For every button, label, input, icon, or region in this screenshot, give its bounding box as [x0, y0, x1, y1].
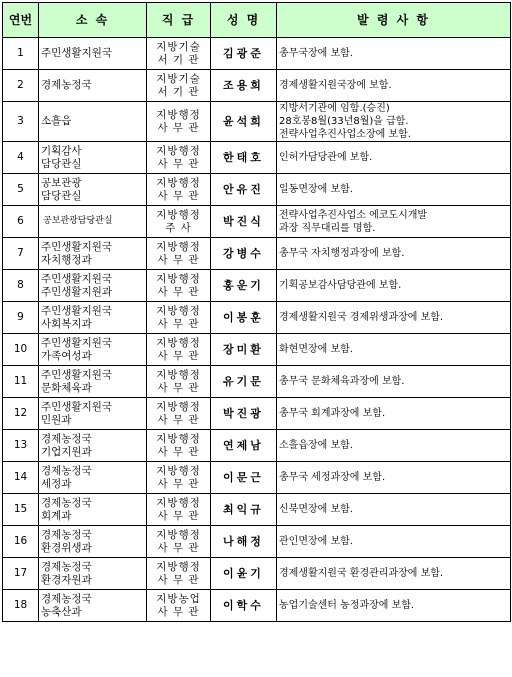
row-number: 11 — [3, 366, 39, 398]
table-header-row — [3, 3, 511, 38]
row-rank: 지방행정 사 무 관 — [147, 398, 211, 430]
row-department: 주민생활지원국 사회복지과 — [39, 302, 147, 334]
row-name: 이학수 — [211, 590, 277, 622]
row-department: 경제농정국 회계과 — [39, 494, 147, 526]
table-row — [3, 398, 511, 430]
row-name: 한태호 — [211, 142, 277, 174]
row-number: 14 — [3, 462, 39, 494]
row-department: 경제농정국 기업지원과 — [39, 430, 147, 462]
row-order: 소흘읍장에 보함. — [277, 430, 511, 462]
row-department: 경제농정국 — [39, 70, 147, 102]
row-rank: 지방기술 서 기 관 — [147, 38, 211, 70]
row-name: 홍운기 — [211, 270, 277, 302]
row-number: 9 — [3, 302, 39, 334]
row-department: 기획감사 담당관실 — [39, 142, 147, 174]
row-name: 박진식 — [211, 206, 277, 238]
row-number: 13 — [3, 430, 39, 462]
row-name: 이봉훈 — [211, 302, 277, 334]
row-rank: 지방행정 사 무 관 — [147, 102, 211, 142]
table-row — [3, 174, 511, 206]
personnel-appointment-table — [2, 2, 511, 622]
row-department: 주민생활지원국 민원과 — [39, 398, 147, 430]
row-name: 안유진 — [211, 174, 277, 206]
table-row — [3, 38, 511, 70]
row-rank: 지방행정 사 무 관 — [147, 558, 211, 590]
row-order: 총무국 회계과장에 보함. — [277, 398, 511, 430]
row-name: 윤석희 — [211, 102, 277, 142]
row-rank: 지방농업 사 무 관 — [147, 590, 211, 622]
header-name: 성 명 — [211, 3, 277, 38]
row-order: 경제생활지원국장에 보함. — [277, 70, 511, 102]
row-department: 경제농정국 환경자원과 — [39, 558, 147, 590]
row-order: 농업기술센터 농정과장에 보함. — [277, 590, 511, 622]
table-row — [3, 366, 511, 398]
row-number: 7 — [3, 238, 39, 270]
header-order: 발 령 사 항 — [277, 3, 511, 38]
table-row — [3, 334, 511, 366]
row-name: 이윤기 — [211, 558, 277, 590]
row-number: 4 — [3, 142, 39, 174]
row-name: 조용희 — [211, 70, 277, 102]
row-number: 10 — [3, 334, 39, 366]
row-number: 12 — [3, 398, 39, 430]
row-department: 주민생활지원국 주민생활지원과 — [39, 270, 147, 302]
row-department: 주민생활지원국 가족여성과 — [39, 334, 147, 366]
row-rank: 지방행정 사 무 관 — [147, 238, 211, 270]
table-row — [3, 302, 511, 334]
row-number: 8 — [3, 270, 39, 302]
row-order: 경제생활지원국 경제위생과장에 보함. — [277, 302, 511, 334]
header-department: 소 속 — [39, 3, 147, 38]
row-order: 총무국 자치행정과장에 보함. — [277, 238, 511, 270]
table-row — [3, 238, 511, 270]
row-number: 2 — [3, 70, 39, 102]
table-row — [3, 430, 511, 462]
table-row — [3, 142, 511, 174]
table-row — [3, 526, 511, 558]
row-order: 인허가담당관에 보함. — [277, 142, 511, 174]
row-department: 공보관광담당관실 — [39, 206, 147, 238]
row-name: 연제남 — [211, 430, 277, 462]
row-department: 주민생활지원국 — [39, 38, 147, 70]
row-rank: 지방행정 사 무 관 — [147, 366, 211, 398]
row-name: 나해정 — [211, 526, 277, 558]
header-no: 연번 — [3, 3, 39, 38]
row-rank: 지방행정 사 무 관 — [147, 302, 211, 334]
row-name: 김광준 — [211, 38, 277, 70]
row-number: 5 — [3, 174, 39, 206]
row-rank: 지방행정 사 무 관 — [147, 142, 211, 174]
row-department: 공보관광 담당관실 — [39, 174, 147, 206]
table-row — [3, 462, 511, 494]
row-department: 주민생활지원국 문화체육과 — [39, 366, 147, 398]
row-order: 일동면장에 보함. — [277, 174, 511, 206]
row-rank: 지방행정 사 무 관 — [147, 494, 211, 526]
row-department: 경제농정국 농축산과 — [39, 590, 147, 622]
row-order: 관인면장에 보함. — [277, 526, 511, 558]
row-order: 화현면장에 보함. — [277, 334, 511, 366]
row-rank: 지방행정 사 무 관 — [147, 270, 211, 302]
header-rank: 직 급 — [147, 3, 211, 38]
table-row — [3, 270, 511, 302]
row-rank: 지방행정 사 무 관 — [147, 174, 211, 206]
row-name: 박진광 — [211, 398, 277, 430]
row-rank: 지방행정 사 무 관 — [147, 334, 211, 366]
row-rank: 지방행정 주 사 — [147, 206, 211, 238]
row-order: 총무국 세정과장에 보함. — [277, 462, 511, 494]
table-row — [3, 70, 511, 102]
row-order: 지방서기관에 임함.(승진) 28호봉8월(33년8월)을 급함. 전략사업추진사업소장에 보함. — [277, 102, 511, 142]
row-name: 유기문 — [211, 366, 277, 398]
row-order: 총무국장에 보함. — [277, 38, 511, 70]
table-row — [3, 206, 511, 238]
row-order: 전략사업추진사업소 에코도시개발 과장 직무대리를 명함. — [277, 206, 511, 238]
row-rank: 지방행정 사 무 관 — [147, 430, 211, 462]
row-department: 주민생활지원국 자치행정과 — [39, 238, 147, 270]
row-rank: 지방행정 사 무 관 — [147, 526, 211, 558]
row-order: 경제생활지원국 환경관리과장에 보함. — [277, 558, 511, 590]
row-name: 최익규 — [211, 494, 277, 526]
row-number: 18 — [3, 590, 39, 622]
row-number: 3 — [3, 102, 39, 142]
row-name: 강병수 — [211, 238, 277, 270]
row-department: 경제농정국 세정과 — [39, 462, 147, 494]
row-number: 17 — [3, 558, 39, 590]
row-number: 1 — [3, 38, 39, 70]
row-number: 6 — [3, 206, 39, 238]
row-department: 경제농정국 환경위생과 — [39, 526, 147, 558]
row-name: 장미환 — [211, 334, 277, 366]
table-row — [3, 102, 511, 142]
row-order: 총무국 문화체육과장에 보함. — [277, 366, 511, 398]
row-department: 소흘읍 — [39, 102, 147, 142]
row-rank: 지방행정 사 무 관 — [147, 462, 211, 494]
row-order: 신북면장에 보함. — [277, 494, 511, 526]
row-order: 기획공보감사담당관에 보함. — [277, 270, 511, 302]
row-number: 15 — [3, 494, 39, 526]
table-row — [3, 590, 511, 622]
row-name: 이문근 — [211, 462, 277, 494]
row-rank: 지방기술 서 기 관 — [147, 70, 211, 102]
row-number: 16 — [3, 526, 39, 558]
table-row — [3, 558, 511, 590]
table-row — [3, 494, 511, 526]
